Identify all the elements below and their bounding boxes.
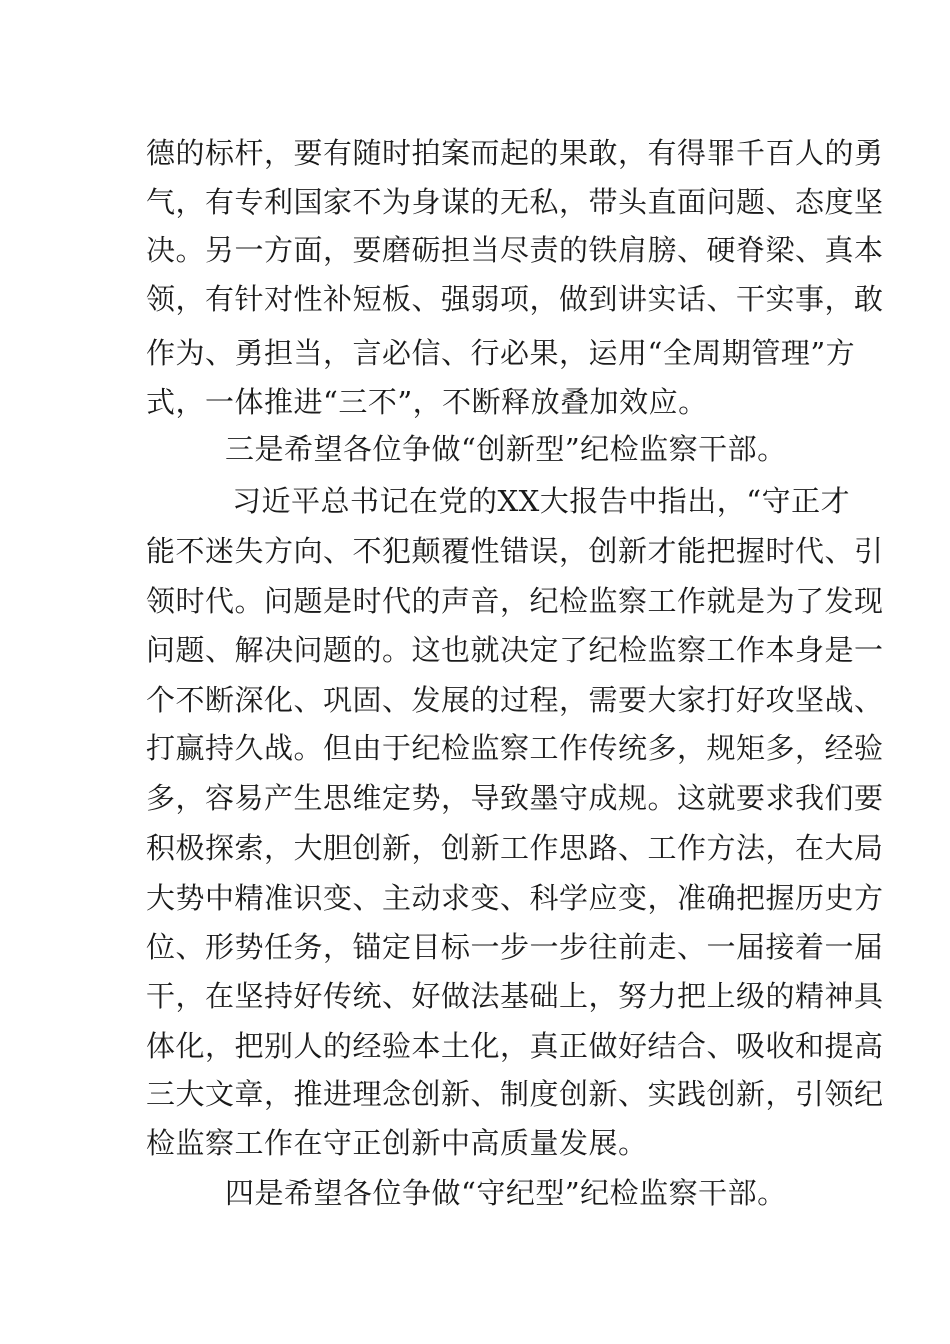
text-line: 问题、解决问题的。这也就决定了纪检监察工作本身是一 — [146, 633, 884, 667]
text-line: 习近平总书记在党的XX大报告中指出，“守正才 — [232, 484, 851, 518]
text-line: 气，有专利国家不为身谋的无私，带头直面问题、态度坚 — [146, 185, 884, 219]
text-line: 式，一体推进“三不”，不断释放叠加效应。 — [146, 385, 708, 419]
text-line: 德的标杆，要有随时拍案而起的果敢，有得罪千百人的勇 — [146, 136, 884, 170]
section-heading: 三是希望各位争做“创新型”纪检监察干部。 — [225, 432, 787, 466]
text-line: 三大文章，推进理念创新、制度创新、实践创新，引领纪 — [146, 1077, 884, 1111]
text-line: 领时代。问题是时代的声音，纪检监察工作就是为了发现 — [146, 584, 884, 618]
text-line: 干，在坚持好传统、好做法基础上，努力把上级的精神具 — [146, 979, 884, 1013]
text-line: 位、形势任务，锚定目标一步一步往前走、一届接着一届 — [146, 930, 884, 964]
text-line: 大势中精准识变、主动求变、科学应变，准确把握历史方 — [146, 881, 884, 915]
text-line: 领，有针对性补短板、强弱项，做到讲实话、干实事，敢 — [146, 282, 884, 316]
text-line: 体化，把别人的经验本土化，真正做好结合、吸收和提高 — [146, 1029, 884, 1063]
text-line: 能不迷失方向、不犯颠覆性错误，创新才能把握时代、引 — [146, 534, 884, 568]
text-line: 打赢持久战。但由于纪检监察工作传统多，规矩多，经验 — [146, 731, 884, 765]
text-line: 积极探索，大胆创新，创新工作思路、工作方法，在大局 — [146, 831, 884, 865]
text-line: 作为、勇担当，言必信、行必果，运用“全周期管理”方 — [146, 336, 856, 370]
section-heading: 四是希望各位争做“守纪型”纪检监察干部。 — [225, 1176, 787, 1210]
text-line: 个不断深化、巩固、发展的过程，需要大家打好攻坚战、 — [146, 683, 884, 717]
text-line: 多，容易产生思维定势，导致墨守成规。这就要求我们要 — [146, 781, 884, 815]
text-line: 决。另一方面，要磨砺担当尽责的铁肩膀、硬脊梁、真本 — [146, 233, 884, 267]
text-line: 检监察工作在守正创新中高质量发展。 — [146, 1126, 648, 1160]
